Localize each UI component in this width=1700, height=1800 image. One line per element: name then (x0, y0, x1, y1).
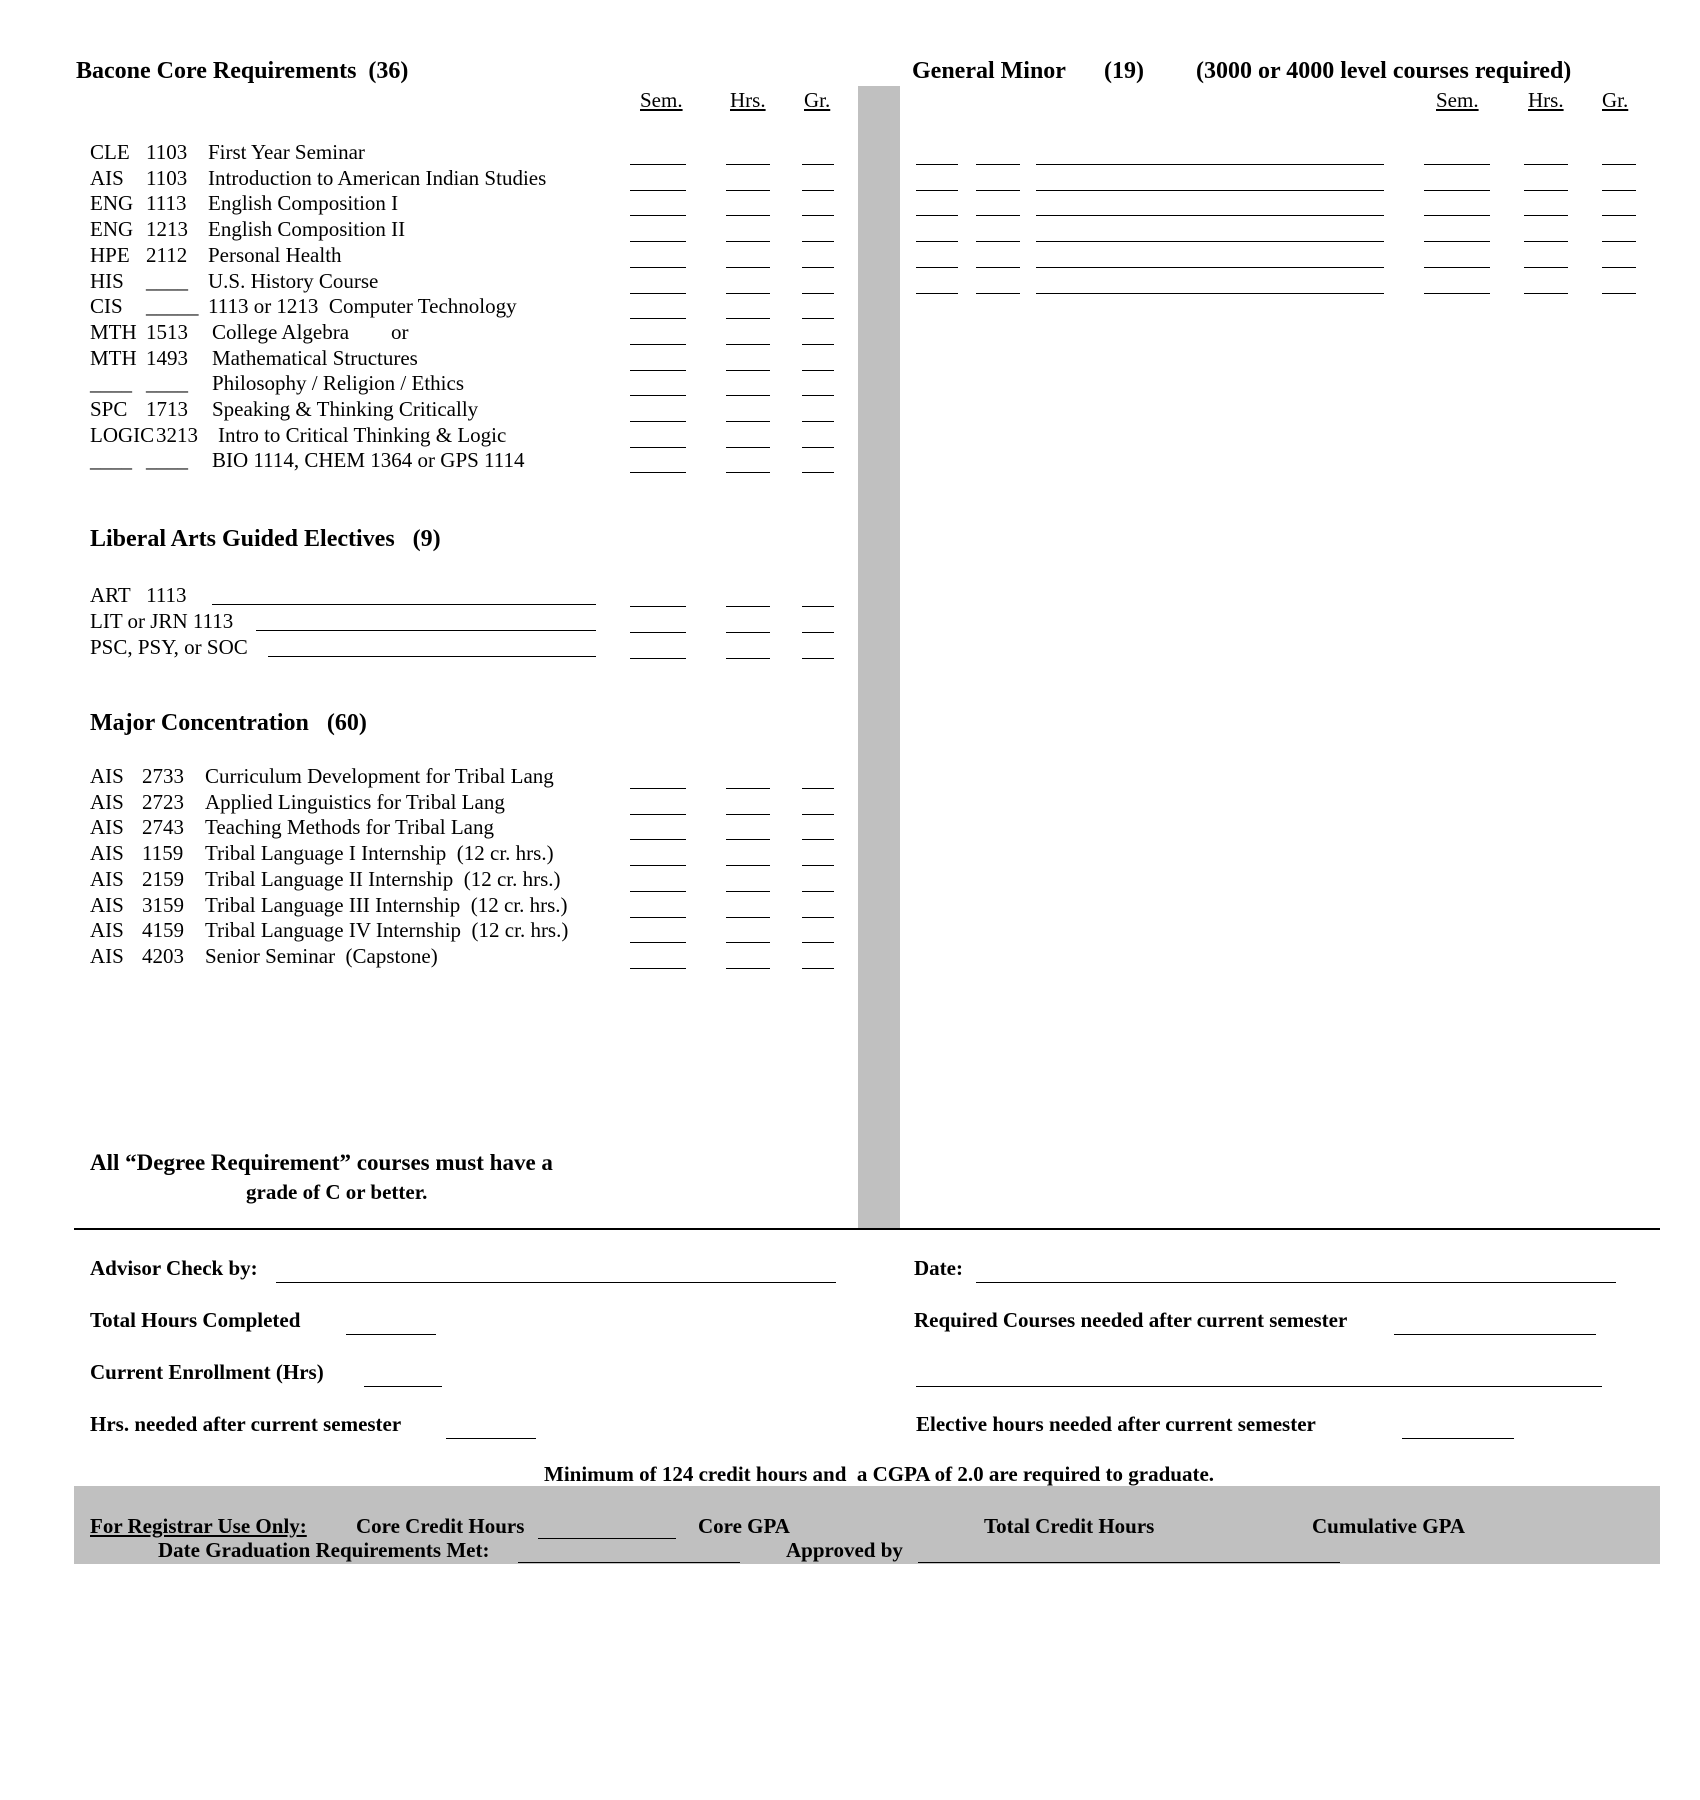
major-course-row (0, 841, 860, 867)
course-number: 3159 (142, 892, 184, 917)
core-course-row (0, 140, 860, 166)
course-number: 1103 (146, 165, 188, 190)
minor-note: (3000 or 4000 level courses required) (1196, 58, 1572, 84)
course-prefix: AIS (90, 841, 124, 866)
course-title: Tribal Language IV Internship (12 cr. hrs.) (205, 918, 569, 943)
course-title: Tribal Language II Internship (12 cr. hrs.) (205, 866, 561, 891)
advisor-field[interactable] (276, 1282, 836, 1283)
cumulative-gpa-label: Cumulative GPA (1312, 1514, 1466, 1538)
course-number: 2743 (142, 815, 184, 840)
course-number: 2159 (142, 866, 184, 891)
date-met-field[interactable] (518, 1562, 740, 1563)
major-heading: Major Concentration (60) (90, 710, 367, 736)
minor-number-field[interactable] (976, 190, 1020, 191)
major-course-row (0, 893, 860, 919)
course-prefix: LOGIC (90, 422, 155, 447)
minor-number-field[interactable] (976, 267, 1020, 268)
core-course-row (0, 217, 860, 243)
minor-col-hrs-header: Hrs. (1528, 88, 1564, 112)
course-prefix: AIS (90, 165, 124, 190)
course-prefix: ____ (90, 371, 132, 396)
minor-prefix-field[interactable] (916, 293, 958, 294)
minor-number-field[interactable] (976, 164, 1020, 165)
course-title: Senior Seminar (Capstone) (205, 943, 438, 968)
core-gpa-label: Core GPA (698, 1514, 790, 1538)
minor-grade-field[interactable] (1602, 241, 1636, 242)
minor-sem-field[interactable] (1424, 267, 1490, 268)
course-title: English Composition I (208, 191, 399, 216)
minor-grade-field[interactable] (1602, 164, 1636, 165)
course-title: Intro to Critical Thinking & Logic (218, 422, 507, 447)
sem-field[interactable] (630, 606, 686, 607)
course-prefix: HPE (90, 242, 130, 267)
course-title: Speaking & Thinking Critically (212, 397, 479, 421)
major-course-row (0, 790, 860, 816)
sem-field[interactable] (630, 968, 686, 969)
minor-hrs-field[interactable] (1524, 190, 1568, 191)
grade-note-line2: grade of C or better. (246, 1180, 428, 1204)
minor-col-sem-header: Sem. (1436, 88, 1479, 112)
grade-field[interactable] (802, 632, 834, 633)
major-course-row (0, 944, 860, 970)
course-prefix: AIS (90, 815, 124, 840)
course-number: ____ (146, 268, 188, 293)
course-number: 1513 (146, 319, 188, 344)
core-credit-field[interactable] (538, 1538, 676, 1539)
major-course-row (0, 867, 860, 893)
major-course-row (0, 815, 860, 841)
minor-hours: (19) (1104, 58, 1144, 84)
core-course-row (0, 397, 860, 423)
sem-field[interactable] (630, 658, 686, 659)
date-label: Date: (914, 1256, 963, 1280)
liberal-course-field[interactable] (256, 630, 596, 631)
course-prefix: AIS (90, 918, 124, 943)
major-course-row (0, 918, 860, 944)
course-prefix: CLE (90, 140, 130, 164)
current-enrollment-field[interactable] (364, 1386, 442, 1387)
elective-hours-field[interactable] (1402, 1438, 1514, 1439)
minor-heading: General Minor (912, 58, 1066, 84)
minor-hrs-field[interactable] (1524, 267, 1568, 268)
course-prefix: ENG (90, 191, 134, 216)
course-prefix: MTH (90, 319, 137, 344)
course-number: 1713 (146, 397, 188, 421)
course-prefix: AIS (90, 866, 124, 891)
minor-number-field[interactable] (976, 293, 1020, 294)
hrs-field[interactable] (726, 606, 770, 607)
course-title: Mathematical Structures (212, 345, 418, 370)
minor-hrs-field[interactable] (1524, 164, 1568, 165)
core-credit-label: Core Credit Hours (356, 1514, 525, 1538)
minor-number-field[interactable] (976, 241, 1020, 242)
core-course-row (0, 448, 860, 474)
minor-title-field[interactable] (1036, 267, 1384, 268)
col-sem-header: Sem. (640, 88, 683, 112)
core-course-row (0, 346, 860, 372)
core-course-row (0, 320, 860, 346)
core-course-row (0, 294, 860, 320)
grade-field[interactable] (802, 606, 834, 607)
liberal-course-label: LIT or JRN 1113 (90, 609, 234, 633)
minor-hrs-field[interactable] (1524, 241, 1568, 242)
col-hrs-header: Hrs. (730, 88, 766, 112)
minimum-note: Minimum of 124 credit hours and a CGPA of 2.0 are required to graduate. (544, 1462, 1215, 1486)
course-prefix: AIS (90, 789, 124, 814)
minor-prefix-field[interactable] (916, 215, 958, 216)
course-title: Tribal Language I Internship (12 cr. hrs.) (205, 841, 554, 866)
minor-hrs-field[interactable] (1524, 293, 1568, 294)
course-title: BIO 1114, CHEM 1364 or GPS 1114 (212, 448, 525, 473)
course-number: 1113 (146, 191, 187, 216)
minor-title-field[interactable] (1036, 190, 1384, 191)
advisor-label: Advisor Check by: (90, 1256, 258, 1280)
minor-prefix-field[interactable] (916, 267, 958, 268)
core-course-row (0, 166, 860, 192)
core-course-row (0, 243, 860, 269)
liberal-course-label: ART 1113 (90, 583, 187, 607)
column-separator (858, 86, 900, 1228)
course-title: Introduction to American Indian Studies (208, 165, 547, 190)
course-title: Philosophy / Religion / Ethics (212, 371, 465, 396)
course-number: 1493 (146, 345, 188, 370)
grade-note-line1: All “Degree Requirement” courses must have a (90, 1150, 553, 1175)
course-title: Teaching Methods for Tribal Lang (205, 815, 494, 840)
course-prefix: HIS (90, 268, 124, 293)
course-title: Tribal Language III Internship (12 cr. hrs.) (205, 892, 568, 917)
minor-grade-field[interactable] (1602, 267, 1636, 268)
course-title: Personal Health (208, 242, 342, 267)
course-title: Curriculum Development for Tribal Lang (205, 764, 554, 788)
sem-field[interactable] (630, 472, 686, 473)
minor-sem-field[interactable] (1424, 215, 1490, 216)
course-number: 3213 (156, 422, 198, 447)
total-hours-label: Total Hours Completed (90, 1308, 301, 1332)
course-number: 1213 (146, 217, 188, 242)
course-prefix: CIS (90, 294, 123, 319)
course-number: 1159 (142, 841, 184, 866)
minor-sem-field[interactable] (1424, 164, 1490, 165)
liberal-course-field[interactable] (268, 656, 596, 657)
course-prefix: ____ (90, 448, 132, 473)
section-divider (74, 1228, 1660, 1230)
course-title: College Algebra or (212, 319, 409, 344)
course-number: ____ (146, 448, 188, 473)
approved-by-field[interactable] (918, 1562, 1340, 1563)
core-course-row (0, 191, 860, 217)
sem-field[interactable] (630, 632, 686, 633)
minor-sem-field[interactable] (1424, 293, 1490, 294)
core-course-row (0, 371, 860, 397)
hrs-field[interactable] (726, 968, 770, 969)
minor-title-field[interactable] (1036, 164, 1384, 165)
date-met-label: Date Graduation Requirements Met: (158, 1538, 490, 1562)
course-title: 1113 or 1213 Computer Technology (208, 294, 517, 319)
liberal-course-label: PSC, PSY, or SOC (90, 635, 248, 659)
course-prefix: SPC (90, 397, 128, 421)
total-credit-label: Total Credit Hours (984, 1514, 1155, 1538)
hrs-field[interactable] (726, 658, 770, 659)
course-title: U.S. History Course (208, 268, 379, 293)
date-field[interactable] (976, 1282, 1616, 1283)
core-course-row (0, 423, 860, 449)
course-number: 2733 (142, 764, 184, 788)
minor-grade-field[interactable] (1602, 215, 1636, 216)
total-hours-field[interactable] (346, 1334, 436, 1335)
course-number: 2112 (146, 242, 188, 267)
course-prefix: AIS (90, 943, 124, 968)
required-courses-field-2[interactable] (916, 1386, 1602, 1387)
major-course-row (0, 764, 860, 790)
course-title: First Year Seminar (208, 140, 365, 164)
minor-hrs-field[interactable] (1524, 215, 1568, 216)
course-prefix: ENG (90, 217, 134, 242)
grade-field[interactable] (802, 658, 834, 659)
hrs-field[interactable] (726, 632, 770, 633)
grade-field[interactable] (802, 968, 834, 969)
required-courses-field[interactable] (1394, 1334, 1596, 1335)
course-title: Applied Linguistics for Tribal Lang (205, 789, 505, 814)
required-courses-label: Required Courses needed after current semester (914, 1308, 1348, 1332)
hrs-field[interactable] (726, 472, 770, 473)
course-number: ____ (146, 371, 188, 396)
minor-grade-field[interactable] (1602, 293, 1636, 294)
minor-title-field[interactable] (1036, 241, 1384, 242)
core-heading: Bacone Core Requirements (36) (76, 58, 409, 84)
col-gr-header: Gr. (804, 88, 831, 112)
minor-prefix-field[interactable] (916, 241, 958, 242)
liberal-course-field[interactable] (212, 604, 596, 605)
course-prefix: AIS (90, 892, 124, 917)
grade-field[interactable] (802, 472, 834, 473)
minor-sem-field[interactable] (1424, 241, 1490, 242)
elective-hours-label: Elective hours needed after current semester (916, 1412, 1316, 1436)
course-prefix: AIS (90, 764, 124, 788)
course-number: 1103 (146, 140, 188, 164)
course-number: 4159 (142, 918, 184, 943)
course-number: 4203 (142, 943, 184, 968)
minor-title-field[interactable] (1036, 293, 1384, 294)
hrs-needed-field[interactable] (446, 1438, 536, 1439)
course-title: English Composition II (208, 217, 406, 242)
minor-number-field[interactable] (976, 215, 1020, 216)
hrs-needed-label: Hrs. needed after current semester (90, 1412, 402, 1436)
minor-grade-field[interactable] (1602, 190, 1636, 191)
approved-by-label: Approved by (786, 1538, 903, 1562)
course-number: _____ (146, 294, 199, 319)
minor-col-gr-header: Gr. (1602, 88, 1629, 112)
minor-sem-field[interactable] (1424, 190, 1490, 191)
course-prefix: MTH (90, 345, 137, 370)
minor-prefix-field[interactable] (916, 164, 958, 165)
current-enrollment-label: Current Enrollment (Hrs) (90, 1360, 324, 1384)
minor-title-field[interactable] (1036, 215, 1384, 216)
liberal-heading: Liberal Arts Guided Electives (9) (90, 526, 441, 552)
course-number: 2723 (142, 789, 184, 814)
registrar-label: For Registrar Use Only: (90, 1514, 307, 1538)
minor-prefix-field[interactable] (916, 190, 958, 191)
core-course-row (0, 269, 860, 295)
